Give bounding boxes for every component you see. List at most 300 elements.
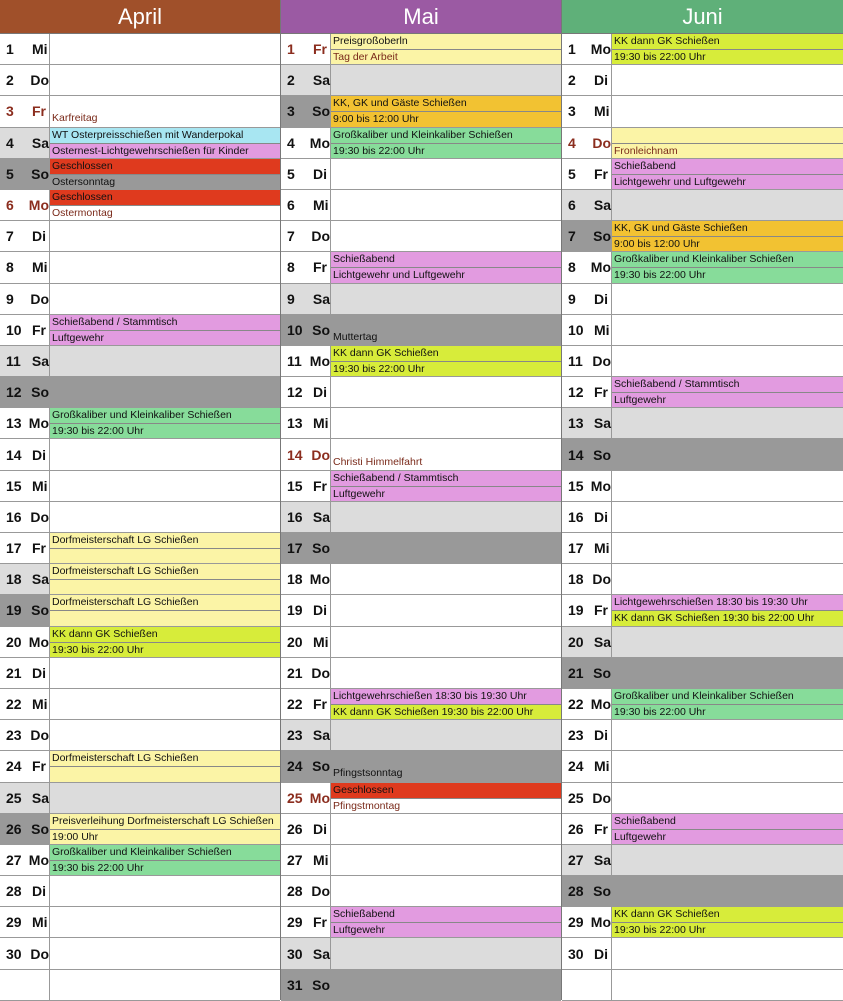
day-cell <box>562 907 612 937</box>
event-cell <box>612 564 843 594</box>
weekday: Di <box>313 820 327 837</box>
day-number: 27 <box>568 851 584 868</box>
day-number: 5 <box>6 165 14 182</box>
event-line: Großkaliber und Kleinkaliber Schießen <box>612 689 843 704</box>
day-cell <box>0 751 50 781</box>
day-number: 6 <box>287 197 295 214</box>
day-cell <box>281 595 331 625</box>
event-cell <box>612 471 843 501</box>
day-row <box>281 876 561 907</box>
event-cell <box>50 346 280 376</box>
day-row <box>0 221 280 252</box>
day-number: 29 <box>568 914 584 931</box>
day-number: 30 <box>6 945 22 962</box>
day-cell <box>281 284 331 314</box>
weekday: Mi <box>594 758 610 775</box>
day-cell <box>281 627 331 657</box>
event-cell <box>331 34 561 64</box>
day-cell <box>0 502 50 532</box>
day-cell <box>0 159 50 189</box>
event-cell <box>331 970 561 1000</box>
weekday: Do <box>311 664 330 681</box>
holiday-label: Fronleichnam <box>612 143 843 158</box>
day-cell <box>0 783 50 813</box>
day-row <box>281 221 561 252</box>
event-cell <box>612 845 843 875</box>
day-number: 9 <box>6 290 14 307</box>
event-cell <box>50 658 280 688</box>
day-number: 13 <box>568 415 584 432</box>
event-cell <box>331 689 561 719</box>
event-line: Großkaliber und Kleinkaliber Schießen <box>50 408 280 423</box>
day-cell <box>281 159 331 189</box>
weekday: Mi <box>313 851 329 868</box>
day-number: 1 <box>6 41 14 58</box>
weekday: Mo <box>309 134 330 151</box>
weekday: Do <box>592 352 611 369</box>
event-cell <box>612 346 843 376</box>
event-cell <box>331 564 561 594</box>
event-line: KK dann GK Schießen 19:30 bis 22:00 Uhr <box>331 704 561 719</box>
event-line: Luftgewehr <box>50 330 280 345</box>
event-cell <box>50 471 280 501</box>
event-cell <box>331 533 561 563</box>
day-number: 28 <box>568 883 584 900</box>
weekday: Fr <box>313 914 327 931</box>
day-cell <box>562 439 612 469</box>
event-line: 9:00 bis 12:00 Uhr <box>612 236 843 251</box>
weekday: Sa <box>312 727 330 744</box>
day-cell <box>0 720 50 750</box>
day-row <box>562 658 843 689</box>
event-cell <box>331 720 561 750</box>
day-number: 22 <box>6 696 22 713</box>
event-cell <box>612 689 843 719</box>
event-line: 19:30 bis 22:00 Uhr <box>612 704 843 719</box>
event-cell <box>612 252 843 282</box>
event-cell <box>331 814 561 844</box>
day-row <box>0 96 280 127</box>
day-row <box>281 627 561 658</box>
event-cell <box>331 907 561 937</box>
event-line: Dorfmeisterschaft LG Schießen <box>50 595 280 610</box>
day-cell <box>281 907 331 937</box>
weekday: So <box>593 228 611 245</box>
day-number: 9 <box>568 290 576 307</box>
weekday: Fr <box>594 165 608 182</box>
day-row <box>562 876 843 907</box>
day-number: 12 <box>287 384 303 401</box>
day-row <box>562 408 843 439</box>
weekday: Di <box>594 290 608 307</box>
day-number: 18 <box>287 571 303 588</box>
event-cell <box>331 346 561 376</box>
event-line: Großkaliber und Kleinkaliber Schießen <box>331 128 561 143</box>
day-row <box>562 471 843 502</box>
event-line: Dorfmeisterschaft LG Schießen <box>50 533 280 548</box>
day-row <box>281 252 561 283</box>
day-row <box>0 533 280 564</box>
weekday: Fr <box>313 259 327 276</box>
event-cell <box>331 845 561 875</box>
event-line: Großkaliber und Kleinkaliber Schießen <box>50 845 280 860</box>
day-number: 10 <box>6 321 22 338</box>
weekday: So <box>31 602 49 619</box>
day-cell <box>562 533 612 563</box>
weekday: Mi <box>594 321 610 338</box>
day-number: 31 <box>287 976 303 993</box>
day-row <box>281 34 561 65</box>
event-cell <box>612 595 843 625</box>
event-cell <box>50 315 280 345</box>
weekday: Sa <box>31 789 49 806</box>
day-cell <box>562 128 612 158</box>
event-cell <box>331 595 561 625</box>
event-line <box>50 579 280 594</box>
weekday: Sa <box>312 290 330 307</box>
day-cell <box>0 658 50 688</box>
day-cell <box>562 377 612 407</box>
day-number: 27 <box>6 851 22 868</box>
day-row <box>0 938 280 969</box>
day-row <box>281 658 561 689</box>
day-row <box>281 128 561 159</box>
day-cell <box>281 439 331 469</box>
day-row <box>562 377 843 408</box>
event-line: Preisverleihung Dorfmeisterschaft LG Schießen <box>50 814 280 829</box>
day-cell <box>0 814 50 844</box>
event-line: 19:30 bis 22:00 Uhr <box>612 267 843 282</box>
event-cell <box>50 814 280 844</box>
day-cell <box>562 627 612 657</box>
event-cell <box>331 502 561 532</box>
weekday: Do <box>30 290 49 307</box>
day-row <box>562 315 843 346</box>
weekday: Mi <box>594 103 610 120</box>
weekday: Di <box>32 664 46 681</box>
day-row <box>0 128 280 159</box>
day-cell <box>281 408 331 438</box>
event-line: Osternest-Lichtgewehrschießen für Kinder <box>50 143 280 158</box>
event-cell <box>50 221 280 251</box>
month-column-mai <box>281 0 562 1000</box>
day-row <box>562 128 843 159</box>
event-line <box>50 548 280 563</box>
day-number: 12 <box>6 384 22 401</box>
day-row <box>281 783 561 814</box>
day-cell <box>0 65 50 95</box>
weekday: So <box>312 103 330 120</box>
day-cell <box>281 315 331 345</box>
day-number: 15 <box>568 477 584 494</box>
day-row <box>281 564 561 595</box>
day-row <box>562 720 843 751</box>
event-line: Lichtgewehr und Luftgewehr <box>331 267 561 282</box>
weekday: Fr <box>32 103 46 120</box>
event-line: 19:30 bis 22:00 Uhr <box>612 49 843 64</box>
day-rows <box>0 34 280 1001</box>
weekday: Mo <box>590 259 611 276</box>
day-row <box>562 938 843 969</box>
weekday: Sa <box>312 508 330 525</box>
day-row <box>562 346 843 377</box>
day-row <box>0 65 280 96</box>
day-number: 16 <box>6 508 22 525</box>
day-cell <box>562 408 612 438</box>
day-cell <box>562 284 612 314</box>
day-row <box>562 284 843 315</box>
day-number: 20 <box>568 633 584 650</box>
weekday: Mo <box>28 851 49 868</box>
weekday: So <box>31 165 49 182</box>
day-cell <box>281 938 331 968</box>
day-cell <box>281 970 331 1000</box>
weekday: Sa <box>31 134 49 151</box>
weekday: Sa <box>31 571 49 588</box>
weekday: Mi <box>32 259 48 276</box>
weekday: So <box>31 820 49 837</box>
event-cell <box>50 502 280 532</box>
weekday: Mo <box>28 197 49 214</box>
day-number: 23 <box>6 727 22 744</box>
day-row <box>0 970 280 1001</box>
month-header-juni: Juni <box>562 0 843 34</box>
day-number: 22 <box>568 696 584 713</box>
weekday: Mi <box>32 914 48 931</box>
event-line: KK dann GK Schießen <box>612 34 843 49</box>
event-cell <box>612 502 843 532</box>
weekday: Di <box>32 446 46 463</box>
event-line: Schießabend / Stammtisch <box>50 315 280 330</box>
day-number: 8 <box>6 259 14 276</box>
day-number: 2 <box>6 72 14 89</box>
day-row <box>281 938 561 969</box>
event-cell <box>50 689 280 719</box>
day-cell <box>281 658 331 688</box>
weekday: Sa <box>312 72 330 89</box>
weekday: Mi <box>594 540 610 557</box>
day-cell <box>0 315 50 345</box>
event-line <box>50 766 280 781</box>
day-cell <box>562 221 612 251</box>
event-cell <box>331 439 561 469</box>
event-line <box>612 128 843 143</box>
day-row <box>0 845 280 876</box>
event-line: KK dann GK Schießen <box>612 907 843 922</box>
event-cell <box>331 252 561 282</box>
event-cell <box>331 221 561 251</box>
weekday: Do <box>30 727 49 744</box>
weekday: Do <box>30 945 49 962</box>
holiday-label: Pfingstmontag <box>331 798 561 813</box>
day-number: 4 <box>568 134 576 151</box>
day-row <box>281 751 561 782</box>
day-cell <box>562 34 612 64</box>
event-line: Dorfmeisterschaft LG Schießen <box>50 751 280 766</box>
day-cell <box>562 876 612 906</box>
event-cell <box>331 65 561 95</box>
day-row <box>0 439 280 470</box>
day-number: 14 <box>6 446 22 463</box>
day-number: 15 <box>6 477 22 494</box>
weekday: Do <box>592 134 611 151</box>
weekday: Fr <box>594 820 608 837</box>
day-cell <box>562 471 612 501</box>
weekday: Di <box>594 72 608 89</box>
weekday: Mi <box>32 696 48 713</box>
event-cell <box>331 96 561 126</box>
day-row <box>0 34 280 65</box>
day-number: 9 <box>287 290 295 307</box>
event-cell <box>612 34 843 64</box>
day-number: 28 <box>287 883 303 900</box>
day-cell <box>281 34 331 64</box>
day-row <box>0 315 280 346</box>
day-row <box>0 814 280 845</box>
weekday: Mo <box>309 789 330 806</box>
day-row <box>281 907 561 938</box>
day-row <box>281 502 561 533</box>
event-cell <box>50 845 280 875</box>
holiday-label: Ostermontag <box>50 205 280 220</box>
event-cell <box>50 408 280 438</box>
day-number: 26 <box>568 820 584 837</box>
day-number: 1 <box>568 41 576 58</box>
day-cell <box>281 252 331 282</box>
day-row <box>0 627 280 658</box>
day-row <box>281 408 561 439</box>
weekday: Fr <box>32 758 46 775</box>
day-cell <box>281 346 331 376</box>
day-cell <box>562 346 612 376</box>
event-line: 19:30 bis 22:00 Uhr <box>331 143 561 158</box>
event-cell <box>612 907 843 937</box>
day-row <box>562 845 843 876</box>
day-cell <box>562 252 612 282</box>
weekday: Mo <box>28 633 49 650</box>
weekday: Mi <box>313 415 329 432</box>
day-cell <box>281 720 331 750</box>
day-row <box>562 159 843 190</box>
event-line: Geschlossen <box>50 190 280 205</box>
weekday: Mo <box>590 41 611 58</box>
event-line: Ostersonntag <box>50 174 280 189</box>
day-cell <box>562 658 612 688</box>
day-row <box>0 408 280 439</box>
event-cell <box>50 627 280 657</box>
event-line: KK, GK und Gäste Schießen <box>612 221 843 236</box>
day-number: 4 <box>6 134 14 151</box>
event-cell <box>331 408 561 438</box>
day-row <box>0 502 280 533</box>
day-number: 25 <box>6 789 22 806</box>
event-line: Schießabend <box>612 159 843 174</box>
day-number: 22 <box>287 696 303 713</box>
day-cell <box>562 65 612 95</box>
day-number: 16 <box>568 508 584 525</box>
day-number: 14 <box>568 446 584 463</box>
day-cell <box>281 814 331 844</box>
day-row <box>0 377 280 408</box>
day-row <box>562 502 843 533</box>
day-row <box>281 595 561 626</box>
weekday: Fr <box>313 477 327 494</box>
day-row <box>562 221 843 252</box>
day-number: 7 <box>568 228 576 245</box>
event-cell <box>50 595 280 625</box>
day-cell <box>0 96 50 126</box>
day-number: 27 <box>287 851 303 868</box>
day-cell <box>0 627 50 657</box>
day-row <box>0 720 280 751</box>
day-cell <box>562 783 612 813</box>
day-cell <box>281 876 331 906</box>
day-number: 20 <box>287 633 303 650</box>
weekday: Mo <box>28 415 49 432</box>
day-number: 17 <box>6 540 22 557</box>
day-cell <box>562 720 612 750</box>
month-column-juni <box>562 0 843 1000</box>
event-cell <box>50 533 280 563</box>
weekday: Do <box>30 508 49 525</box>
day-number: 2 <box>287 72 295 89</box>
day-row <box>0 564 280 595</box>
event-cell <box>331 751 561 781</box>
event-line: Lichtgewehrschießen 18:30 bis 19:30 Uhr <box>612 595 843 610</box>
day-cell <box>0 595 50 625</box>
event-cell <box>50 65 280 95</box>
event-cell <box>50 34 280 64</box>
event-line: Luftgewehr <box>612 392 843 407</box>
day-number: 13 <box>6 415 22 432</box>
day-cell <box>562 970 612 1000</box>
day-row <box>0 595 280 626</box>
day-cell <box>281 502 331 532</box>
event-cell <box>50 970 280 1000</box>
event-line: Pfingstsonntag <box>333 767 403 780</box>
event-cell <box>50 252 280 282</box>
month-column-april <box>0 0 281 1000</box>
weekday: Mi <box>313 197 329 214</box>
event-cell <box>612 408 843 438</box>
event-cell <box>50 564 280 594</box>
day-number: 21 <box>287 664 303 681</box>
event-cell <box>331 159 561 189</box>
day-number: 18 <box>6 571 22 588</box>
day-number: 23 <box>568 727 584 744</box>
day-cell <box>0 252 50 282</box>
event-line: Schießabend <box>612 814 843 829</box>
day-cell <box>0 221 50 251</box>
weekday: Sa <box>593 415 611 432</box>
event-line: 19:30 bis 22:00 Uhr <box>50 642 280 657</box>
day-number: 16 <box>287 508 303 525</box>
holiday-label: Karfreitag <box>52 112 98 125</box>
event-cell <box>612 814 843 844</box>
event-cell <box>612 190 843 220</box>
event-line: Luftgewehr <box>331 922 561 937</box>
event-cell <box>612 377 843 407</box>
weekday: So <box>312 540 330 557</box>
day-row <box>281 190 561 221</box>
day-number: 20 <box>6 633 22 650</box>
day-row <box>0 907 280 938</box>
day-rows <box>281 34 561 1001</box>
event-line: WT Osterpreisschießen mit Wanderpokal <box>50 128 280 143</box>
event-line: Muttertag <box>333 330 378 343</box>
weekday: Fr <box>594 602 608 619</box>
day-cell <box>562 96 612 126</box>
